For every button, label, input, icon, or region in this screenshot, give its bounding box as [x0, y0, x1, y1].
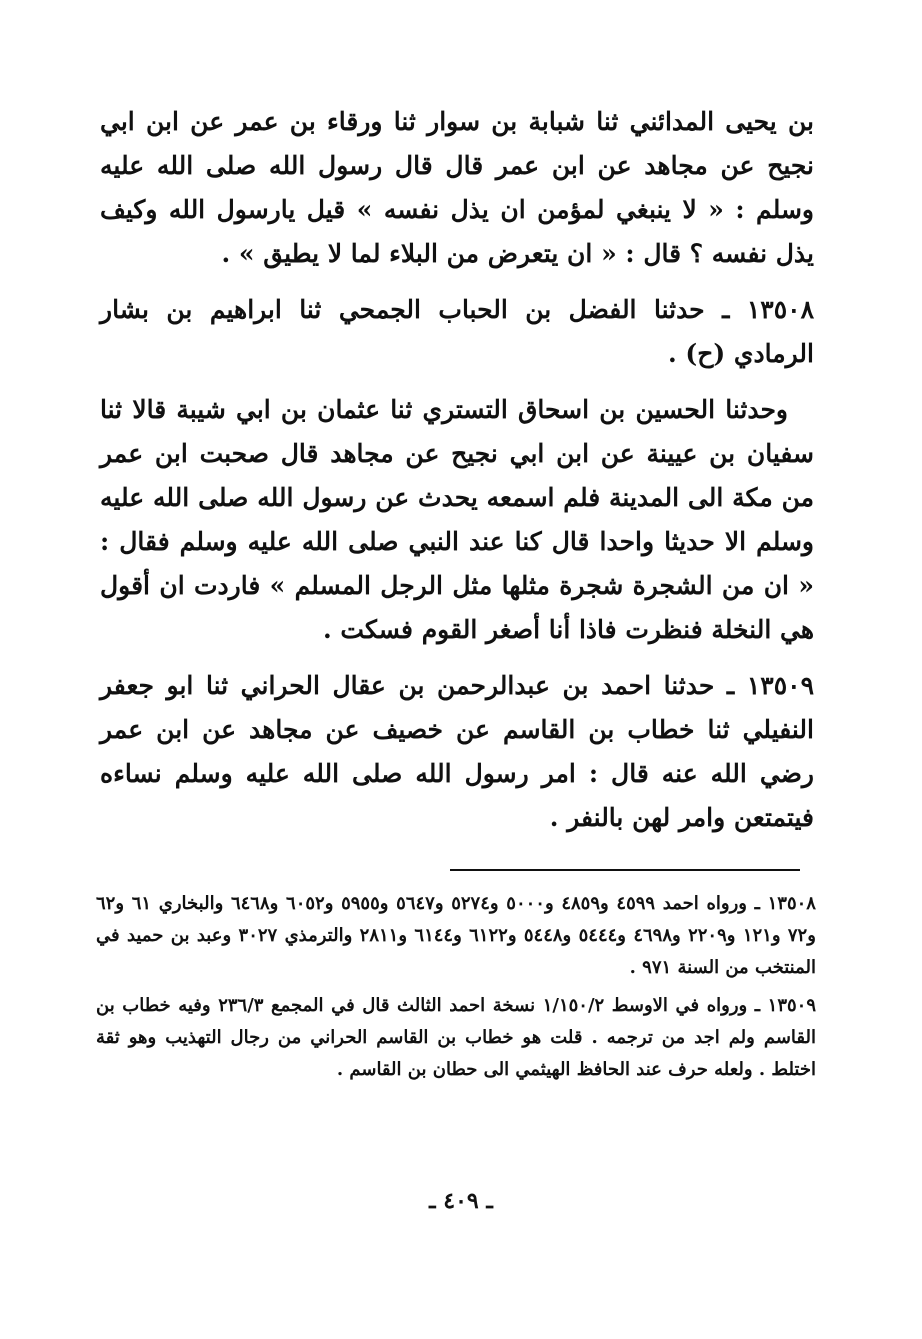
- footnote-13508: ١٣٥٠٨ ـ ورواه احمد ٤٥٩٩ و٤٨٥٩ و٥٠٠٠ و٥٢٧٤ و٥٦٤٧ و٥٩٥٥ و٦٠٥٢ و٦٤٦٨ والبخاري ٦١ و٦٢ و٧٢ و١٢١ و٢٢٠٩ و٤٦٩٨ و٥٤٤٤ و٥٤٤٨ و٦١٢٢ و٦١٤٤ و٢٨١١ والترمذي ٣٠٢٧ وعبد بن حميد في المنتخب من السنة ٩٧١ .: [96, 893, 816, 978]
- paragraph-hadith-13508: ١٣٥٠٨ ـ حدثنا الفضل بن الحباب الجمحي ثنا ابراهيم بن بشار الرمادي (ح) .: [100, 295, 814, 368]
- paragraph-hadith-13509: ١٣٥٠٩ ـ حدثنا احمد بن عبدالرحمن بن عقال الحراني ثنا ابو جعفر النفيلي ثنا خطاب بن القاسم عن خصيف عن مجاهد عن ابن عمر رضي الله عنه قال : امر رسول الله صلى الله عليه وسلم نساءه فيتمتعن وامر لهن بالنفر .: [100, 671, 814, 832]
- footnote-13509: ١٣٥٠٩ ـ ورواه في الاوسط ١/١٥٠/٢ نسخة احمد الثالث قال في المجمع ٢٣٦/٣ وفيه خطاب بن القاسم ولم اجد من ترجمه . قلت هو خطاب بن القاسم الحراني من رجال التهذيب وهو ثقة اختلط . ولعله حرف عند الحافظ الهيثمي الى حطان بن القاسم .: [96, 995, 816, 1080]
- footnotes-block: [96, 888, 816, 1086]
- footnote-divider: [450, 869, 800, 871]
- paragraph-hadith-13508-second-chain: وحدثنا الحسين بن اسحاق التستري ثنا عثمان بن ابي شيبة قالا ثنا سفيان بن عيينة عن ابن ابي نجيح عن مجاهد قال صحبت ابن عمر من مكة الى المدينة فلم اسمعه يحدث عن رسول الله صلى الله عليه وسلم الا حديثا واحدا قال كنا عند النبي صلى الله عليه وسلم فقال : « ان من الشجرة شجرة مثلها مثل الرجل المسلم » فاردت ان أقول هي النخلة فنظرت فاذا أنا أصغر القوم فسكت .: [100, 395, 814, 644]
- paragraph-hadith-continuation: بن يحيى المدائني ثنا شبابة بن سوار ثنا ورقاء بن عمر عن ابن ابي نجيح عن مجاهد عن ابن عمر قال قال رسول الله صلى الله عليه وسلم : « لا ينبغي لمؤمن ان يذل نفسه » قيل يارسول الله وكيف يذل نفسه ؟ قال : « ان يتعرض من البلاء لما لا يطيق » .: [100, 107, 814, 268]
- main-text-block: [100, 100, 814, 840]
- page-number: ـ ٤٠٩ ـ: [429, 1188, 493, 1214]
